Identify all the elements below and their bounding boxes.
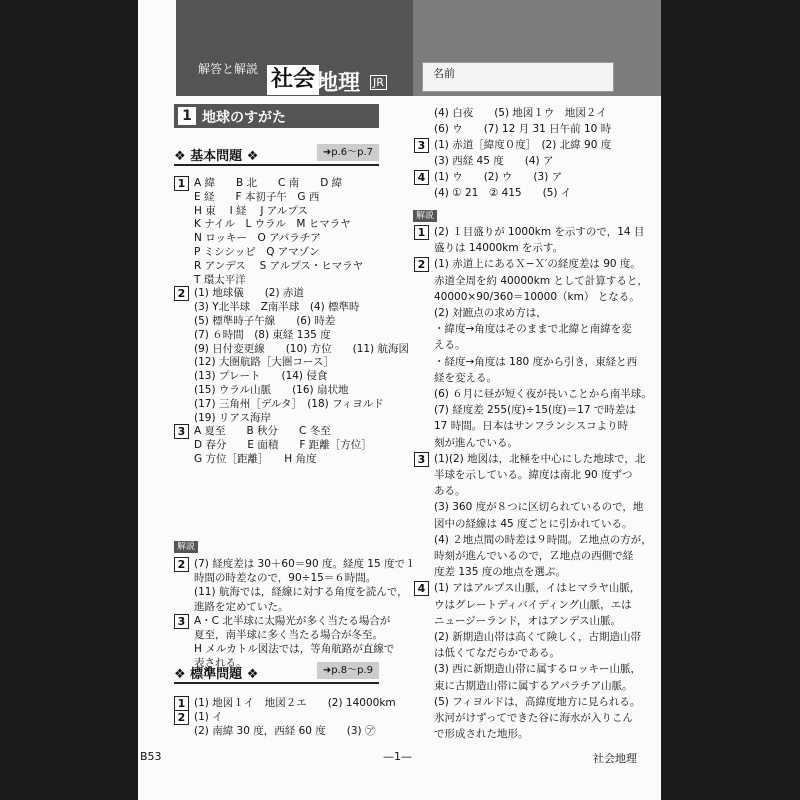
- answer-line: (6) ウ (7) 12 月 31 日午前 10 時: [434, 123, 612, 135]
- answer-line: ある。: [434, 485, 466, 498]
- answer-line: 時間の時差なので，90÷15＝６時間。: [194, 572, 377, 585]
- basic-title: ❖ 基本問題 ❖: [174, 149, 259, 164]
- answer-line: 進路を定めていた。: [194, 600, 289, 613]
- answer-line: 東に古期造山帯に属するアパラチア山脈。: [434, 679, 633, 692]
- answer-line: (9) 日付変更線 (10) 方位 (11) 航海図: [194, 342, 409, 355]
- question-number-box: 4: [414, 170, 429, 185]
- level-badge: JR: [370, 75, 387, 90]
- answer-line: (12) 大圏航路［大圏コース］: [194, 356, 334, 369]
- answer-line: (17) 三角州［デルタ］ (18) フィヨルド: [194, 397, 384, 410]
- question-number-box: 3: [174, 424, 189, 439]
- answer-line: (4) ① 21 ② 415 (5) イ: [434, 187, 572, 199]
- answer-line: (5) フィヨルドは，高緯度地方に見られる。: [434, 695, 641, 708]
- answer-line: P ミシシッピ Q アマゾン: [194, 246, 320, 258]
- answer-line: (1) ウ (2) ウ (3) ア: [434, 171, 563, 183]
- answer-line: は低くてなだらかである。: [434, 647, 560, 660]
- name-field[interactable]: [422, 62, 614, 92]
- answer-line: (1) 赤道上にあるＸ−Ｘ′の経度差は 90 度。: [434, 258, 641, 271]
- standard-heading: [174, 662, 379, 684]
- answer-line: (1) アはアルプス山脈，イはヒマラヤ山脈，: [434, 582, 641, 595]
- section-header: [174, 104, 379, 128]
- answer-line: (4) 白夜 (5) 地図１ウ 地図２イ: [434, 107, 607, 119]
- answer-line: K ナイル L ウラル M ヒマラヤ: [194, 218, 351, 231]
- question-number-box: 1: [174, 696, 189, 711]
- answer-line: ・経度→角度は 180 度から引き，東経と西: [434, 355, 638, 368]
- answer-line: (2) 対蹠点の求め方は，: [434, 307, 547, 319]
- answer-line: (1) 赤道［緯度０度］ (2) 北緯 90 度: [434, 139, 612, 151]
- question-number-box: 3: [414, 452, 429, 467]
- header-label: 解答と解説: [198, 62, 259, 76]
- answer-line: (7) ６時間 (8) 東経 135 度: [194, 328, 331, 341]
- answer-line: (1)(2) 地図は，北極を中心にした地球で，北: [434, 452, 646, 465]
- answer-line: (5) 標準時子午線 (6) 時差: [194, 315, 336, 327]
- answer-line: H メルカトル図法では，等角航路が直線で: [194, 643, 395, 656]
- answer-page: [138, 0, 661, 800]
- standard-title: ❖ 標準問題 ❖: [174, 667, 259, 682]
- answer-line: 赤道全周を約 40000km として計算すると，: [434, 274, 648, 287]
- footer-code: B53: [140, 750, 162, 763]
- answer-line: 経を変える。: [434, 371, 497, 384]
- answer-line: H 東 I 経 J アルプス: [194, 204, 308, 217]
- answer-line: (11) 航海では，経線に対する角度を読んで，: [194, 586, 408, 599]
- answer-line: 表される。: [194, 657, 247, 670]
- answer-line: (4) ２地点間の時差は９時間。Ｚ地点の方が，: [434, 533, 652, 546]
- answer-line: (15) ウラル山脈 (16) 扇状地: [194, 384, 349, 396]
- answer-line: A・C 北半球に太陽光が多く当たる場合が: [194, 614, 391, 627]
- answer-line: (7) 経度差 255(度)÷15(度)＝17 で時差は: [434, 404, 636, 417]
- answer-line: (3) 西に新期造山帯に属するロッキー山脈，: [434, 663, 642, 676]
- basic-heading: [174, 144, 379, 166]
- answer-line: (2) 新期造山帯は高くて険しく，古期造山帯: [434, 631, 642, 643]
- question-number-box: 1: [174, 176, 189, 191]
- question-number-box: 2: [174, 710, 189, 725]
- question-number-box: 2: [174, 286, 189, 301]
- answer-line: 40000×90/360＝10000（km） となる。: [434, 290, 640, 303]
- answer-line: D 春分 E 面積 F 距離［方位］: [194, 439, 372, 452]
- answer-line: N ロッキー O アパラチア: [194, 232, 321, 245]
- answer-line: G 方位［距離］ H 角度: [194, 453, 317, 465]
- answer-line: 度差 135 度の地点を選ぶ。: [434, 566, 566, 579]
- footer-subject: 社会地理: [593, 752, 637, 765]
- answer-line: (2) １目盛りが 1000km を示すので，14 目: [434, 226, 645, 238]
- question-number-box: 3: [174, 614, 189, 629]
- answer-line: (1) イ: [194, 711, 223, 723]
- name-label: 名前: [433, 67, 455, 80]
- answer-line: A 夏至 B 秋分 C 冬至: [194, 425, 331, 438]
- answer-line: 刻が進んでいる。: [434, 436, 518, 449]
- answer-line: (3) Y北半球 Z南半球 (4) 標準時: [194, 301, 360, 314]
- answer-line: (19) リアス海岸: [194, 411, 271, 424]
- answer-line: える。: [434, 339, 466, 352]
- question-number-box: 2: [414, 257, 429, 272]
- answer-line: 半球を示している。緯度は南北 90 度ずつ: [434, 469, 633, 481]
- question-number-box: 2: [174, 557, 189, 572]
- section-number: 1: [178, 107, 196, 125]
- answer-line: 時刻が進んでいるので，Ｚ地点の西側で経: [434, 550, 634, 562]
- subject-title: 社会: [266, 64, 320, 96]
- answer-line: (2) 南緯 30 度，西経 60 度 (3) ㋐: [194, 725, 376, 737]
- answer-line: R アンデス S アルプス・ヒマラヤ: [194, 259, 364, 272]
- header-band: [138, 0, 661, 96]
- question-number-box: 4: [414, 581, 429, 596]
- answer-line: (3) 360 度が８つに区切られているので，地: [434, 501, 644, 514]
- standard-pages: ➜p.8〜p.9: [317, 662, 379, 679]
- kaisetsu-label: 解説: [174, 541, 198, 553]
- answer-line: 図中の経線は 45 度ごとに引かれている。: [434, 517, 633, 530]
- answer-line: E 経 F 本初子午 G 西: [194, 190, 320, 203]
- answer-line: 氷河がけずってできた谷に海水が入りこん: [434, 712, 633, 724]
- section-title: 地球のすがた: [202, 110, 286, 126]
- answer-line: 17 時間。日本はサンフランシスコより時: [434, 420, 629, 433]
- basic-pages: ➜p.6〜p.7: [317, 144, 379, 161]
- field-title: 地理: [316, 71, 361, 96]
- answer-line: 夏至，南半球に多く当たる場合が冬至。: [194, 629, 383, 641]
- answer-line: ニュージーランド，オはアンデス山脈。: [434, 614, 622, 627]
- answer-line: (7) 経度差は 30＋60＝90 度。経度 15 度で１: [194, 558, 416, 570]
- answer-line: ・緯度→角度はそのままで北緯と南緯を変: [434, 323, 632, 336]
- answer-line: (13) プレート (14) 侵食: [194, 370, 328, 383]
- answer-line: で形成された地形。: [434, 728, 529, 741]
- question-number-box: 1: [414, 225, 429, 240]
- answer-line: (3) 西経 45 度 (4) ア: [434, 155, 554, 167]
- answer-line: ウはグレートディバイディング山脈，エは: [434, 598, 632, 611]
- kaisetsu-label-right: 解説: [413, 210, 437, 222]
- answer-line: 盛りは 14000km を示す。: [434, 242, 564, 255]
- page-number: —1—: [383, 750, 412, 763]
- answer-line: (6) ６月に昼が短く夜が長いことから南半球。: [434, 388, 652, 400]
- answer-line: A 緯 B 北 C 南 D 緯: [194, 177, 343, 189]
- answer-line: (1) 地図１イ 地図２エ (2) 14000km: [194, 697, 396, 709]
- question-number-box: 3: [414, 138, 429, 153]
- answer-line: T 環太平洋: [194, 273, 246, 286]
- answer-line: (1) 地球儀 (2) 赤道: [194, 287, 304, 300]
